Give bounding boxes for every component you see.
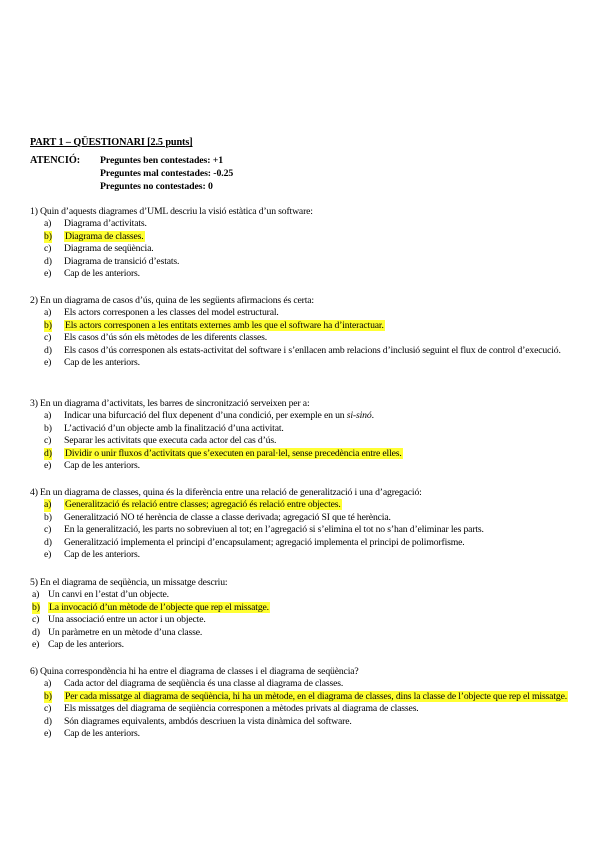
answer-option-5 xyxy=(30,460,575,473)
option-letter: e) xyxy=(44,460,52,472)
highlighted-answer-text: Dividir o unir fluxos d’activitats que s’executen en paral·lel, sense precedència entre elles. xyxy=(65,447,402,459)
option-text: Un canvi en l’estat d’un objecte. xyxy=(48,589,169,600)
answer-option-3 xyxy=(30,435,575,448)
option-letter: d) xyxy=(44,536,52,548)
option-text: Cap de les anteriors. xyxy=(64,268,140,280)
question-4 xyxy=(30,486,575,562)
answer-option-2 xyxy=(30,602,575,615)
answer-option-2 xyxy=(30,320,575,333)
question-3 xyxy=(30,397,575,473)
question-2 xyxy=(30,294,575,370)
option-letter: e) xyxy=(32,639,40,651)
option-text: Cada actor del diagrama de seqüència és una classe al diagrama de classes. xyxy=(64,678,344,689)
scoring-unanswered: Preguntes no contestades: 0 xyxy=(100,181,213,192)
option-text: Generalització implementa el principi d’encapsulament; agregació implementa el principi de polimorfisme. xyxy=(64,536,465,548)
page-title: PART 1 – QÜESTIONARI [2.5 punts] xyxy=(30,137,193,148)
option-text: Cap de les anteriors. xyxy=(64,357,140,369)
option-letter: e) xyxy=(44,357,52,369)
option-suffix: . xyxy=(371,410,374,421)
answer-option-4 xyxy=(30,537,575,550)
option-letter: e) xyxy=(44,549,52,561)
option-letter: e) xyxy=(44,728,52,740)
option-text: En la generalització, les parts no sobreviuen al tot; en l’agregació si s’elimina el tot no s’han d’eliminar les parts. xyxy=(64,524,484,536)
question-stem: 3) En un diagrama d’activitats, les barres de sincronització serveixen per a: xyxy=(30,398,310,409)
attention-label: ATENCIÓ: xyxy=(30,155,81,166)
option-text: L’activació d’un objecte amb la finalització d’una activitat. xyxy=(64,422,284,434)
answer-option-5 xyxy=(30,357,575,370)
highlighted-answer-text: Diagrama de classes. xyxy=(65,230,144,242)
option-text: Una associació entre un actor i un objecte. xyxy=(48,614,206,626)
option-text: Són diagrames equivalents, ambdós descriuen la vista dinàmica del software. xyxy=(64,715,352,727)
question-stem: 2) En un diagrama de casos d’ús, quina de les següents afirmacions és certa: xyxy=(30,295,314,306)
option-letter: b) xyxy=(44,422,52,434)
option-text: Separar les activitats que executa cada actor del cas d’ús. xyxy=(64,435,277,447)
option-letter: d) xyxy=(44,255,52,267)
answer-option-1 xyxy=(30,678,575,691)
option-text: Els casos d’ús són els mètodes de les diferents classes. xyxy=(64,332,268,344)
option-text: Indicar una bifurcació del flux depenent d’una condició, per exemple en un xyxy=(64,410,347,421)
highlighted-answer-text: Els actors corresponen a les entitats externes amb les que el software ha d’interactuar. xyxy=(65,319,384,331)
option-text: Diagrama de seqüència. xyxy=(64,243,154,255)
option-text: Cap de les anteriors. xyxy=(48,639,124,651)
option-letter: b) xyxy=(44,230,52,242)
option-italic-term: si-sinó xyxy=(346,410,372,421)
answer-option-1 xyxy=(30,218,575,231)
answer-option-5 xyxy=(30,639,575,652)
option-letter: c) xyxy=(32,614,40,626)
option-text: Cap de les anteriors. xyxy=(64,549,140,561)
highlighted-answer-text: Generalització és relació entre classes; agregació és relació entre objectes. xyxy=(65,499,341,510)
option-letter: d) xyxy=(44,447,52,459)
option-letter: b) xyxy=(44,319,52,331)
question-6 xyxy=(30,665,575,741)
option-letter: c) xyxy=(44,332,52,344)
option-letter: c) xyxy=(44,524,52,536)
option-text: Els missatges del diagrama de seqüència corresponen a mètodes privats al diagrama de classes. xyxy=(64,703,419,715)
question-stem: 4) En un diagrama de classes, quina és la diferència entre una relació de generalització i una d’agregació: xyxy=(30,487,422,498)
question-1 xyxy=(30,205,575,281)
answer-option-3 xyxy=(30,243,575,256)
answer-option-2 xyxy=(30,423,575,436)
scoring-wrong: Preguntes mal contestades: -0.25 xyxy=(100,168,234,179)
option-text: Els casos d’ús corresponen als estats-activitat del software i s’enllacen amb relacions d’inclusió seguint el flux de control d’execució. xyxy=(64,344,561,356)
option-letter: e) xyxy=(44,268,52,280)
option-letter: a) xyxy=(44,499,52,510)
answer-option-4 xyxy=(30,716,575,729)
answer-option-4 xyxy=(30,345,575,358)
answer-option-4 xyxy=(30,256,575,269)
option-letter: a) xyxy=(44,218,52,229)
option-text: Els actors corresponen a les classes del model estructural. xyxy=(64,307,279,318)
option-text: Cap de les anteriors. xyxy=(64,728,140,740)
answer-option-5 xyxy=(30,268,575,281)
option-text: Un paràmetre en un mètode d’una classe. xyxy=(48,626,203,638)
question-stem: 5) En el diagrama de seqüència, un missatge descriu: xyxy=(30,577,228,588)
option-text: Diagrama de transició d’estats. xyxy=(64,255,180,267)
option-letter: b) xyxy=(44,511,52,523)
option-letter: d) xyxy=(32,626,40,638)
answer-option-4 xyxy=(30,448,575,461)
highlighted-answer-text: La invocació d’un mètode de l’objecte que rep el missatge. xyxy=(49,601,269,613)
option-letter: b) xyxy=(44,690,52,702)
option-text: Diagrama d’activitats. xyxy=(64,218,147,229)
option-letter: a) xyxy=(44,307,52,318)
answer-option-2 xyxy=(30,512,575,525)
question-5 xyxy=(30,576,575,652)
option-letter: d) xyxy=(44,344,52,356)
answer-option-1 xyxy=(30,410,575,423)
highlighted-answer-text: Per cada missatge al diagrama de seqüència, hi ha un mètode, en el diagrama de classes, dins la classe de l’objecte que rep el missatge. xyxy=(65,690,567,702)
answer-option-3 xyxy=(30,332,575,345)
option-text: Generalització NO té herència de classe a classe derivada; agregació SI que té herència. xyxy=(64,511,391,523)
option-letter: a) xyxy=(32,589,40,600)
option-letter: c) xyxy=(44,703,52,715)
answer-option-4 xyxy=(30,627,575,640)
scoring-correct: Preguntes ben contestades: +1 xyxy=(100,155,224,166)
option-letter: c) xyxy=(44,243,52,255)
option-letter: d) xyxy=(44,715,52,727)
answer-option-1 xyxy=(30,499,575,512)
option-text: Cap de les anteriors. xyxy=(64,460,140,472)
answer-option-3 xyxy=(30,703,575,716)
answer-option-3 xyxy=(30,614,575,627)
answer-option-2 xyxy=(30,691,575,704)
answer-option-1 xyxy=(30,589,575,602)
option-letter: a) xyxy=(44,678,52,689)
question-stem: 1) Quin d’aquests diagrames d’UML descriu la visió estàtica d’un software: xyxy=(30,206,313,217)
option-letter: a) xyxy=(44,410,52,421)
answer-option-2 xyxy=(30,231,575,244)
question-stem: 6) Quina correspondència hi ha entre el diagrama de classes i el diagrama de seqüència? xyxy=(30,666,359,677)
answer-option-1 xyxy=(30,307,575,320)
option-letter: b) xyxy=(32,601,40,613)
answer-option-5 xyxy=(30,549,575,562)
answer-option-3 xyxy=(30,524,575,537)
option-letter: c) xyxy=(44,435,52,447)
answer-option-5 xyxy=(30,728,575,741)
